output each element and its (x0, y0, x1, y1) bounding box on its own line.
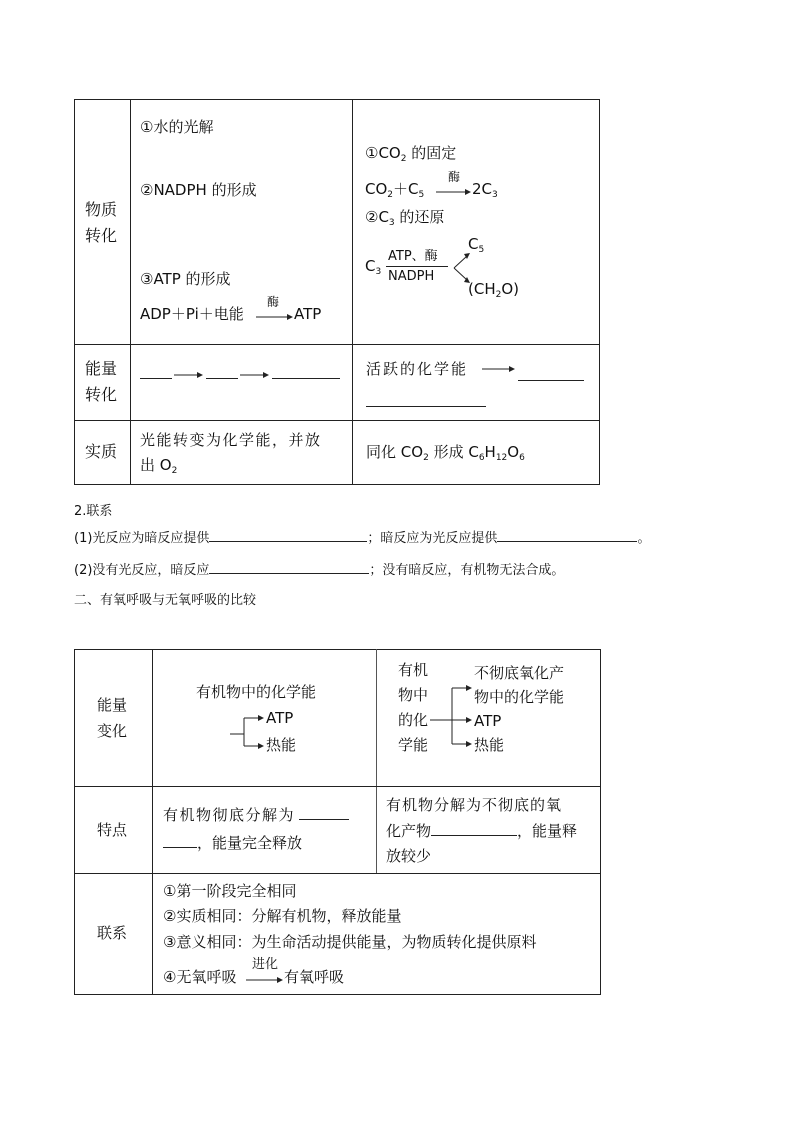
blank-1b (497, 541, 637, 542)
blank-2a (209, 573, 369, 574)
row-header-essence: 实质 (85, 442, 118, 461)
anaerobic-product-1: 不彻底氧化产 (474, 664, 565, 682)
anaerobic-src-1: 有机 (398, 661, 429, 679)
light-eq-right: ATP (294, 305, 322, 323)
dark-eq1-arrow (436, 189, 472, 195)
anaerobic-src-3: 的化 (398, 711, 429, 729)
anaerobic-energy-heat: 热能 (474, 736, 505, 754)
aerobic-energy-heat: 热能 (266, 736, 297, 754)
t2-header-energy-2: 变化 (97, 722, 128, 740)
table1-row-divider-1 (74, 344, 600, 345)
table1-row-divider-2 (74, 420, 600, 421)
dark-essence: 同化 $CO_2$ 形成 $C_6H_{12}O_6$ (366, 443, 525, 463)
anaerobic-feature-line2: 化产物 ，能量释 (386, 822, 578, 840)
dark-eq1-enzyme: 酶 (448, 170, 461, 184)
row-header-material-2: 转化 (85, 226, 118, 245)
anaerobic-feature-blank (431, 835, 517, 836)
aerobic-feature-blank-2 (163, 847, 197, 848)
light-energy-arrow-2 (240, 372, 270, 378)
dark-energy-arrow (482, 366, 516, 372)
light-energy-arrow-1 (174, 372, 204, 378)
dark-eq1: $CO_2+C_5$ (365, 180, 425, 200)
light-energy-blank-3 (272, 378, 340, 379)
aerobic-energy-atp: ATP (266, 709, 294, 727)
light-eq-enzyme: 酶 (267, 295, 280, 309)
anaerobic-src-2: 物中 (398, 686, 429, 704)
link-item-2: ②实质相同：分解有机物，释放能量 (163, 907, 402, 925)
row-header-material-1: 物质 (85, 200, 118, 219)
light-item-water-photolysis: ①水的光解 (140, 118, 214, 136)
aerobic-feature-blank (299, 819, 349, 820)
dark-eq2-under: NADPH (388, 269, 435, 284)
dark-eq1-right: $2C_3$ (472, 180, 498, 200)
anaerobic-feature-line3: 放较少 (386, 847, 432, 865)
fill-line-1: (1)光反应为暗反应提供 ；暗反应为光反应提供 。 (74, 531, 651, 546)
aerobic-feature-line1: 有机物彻底分解为 (163, 808, 349, 823)
light-energy-blank-1 (140, 378, 172, 379)
link-item-4-arrow (246, 977, 284, 983)
t2-header-feature: 特点 (97, 821, 128, 839)
dark-eq2-left: $C_3$ (365, 257, 382, 277)
light-essence-line1: 光能转变为化学能，并放 (140, 431, 322, 449)
aerobic-energy-title: 有机物中的化学能 (196, 683, 317, 701)
t2-header-energy-1: 能量 (97, 696, 128, 714)
dark-item-c3-reduction: $②C_3$ 的还原 (365, 208, 445, 228)
link-item-4-left: ④无氧呼吸 (163, 968, 237, 986)
dark-eq2-bottom: $(CH_2O)$ (468, 280, 520, 300)
link-item-4-evolution: 进化 (252, 957, 279, 972)
section-respiration-title: 二、有氧呼吸与无氧呼吸的比较 (74, 593, 257, 608)
table2-row-divider-2 (74, 873, 601, 874)
light-eq-left: ADP＋Pi＋电能 (140, 305, 244, 323)
blank-1a (209, 541, 367, 542)
dark-eq2-top: $C_5$ (468, 235, 485, 255)
link-item-1: ①第一阶段完全相同 (163, 882, 297, 900)
table2-row-divider-1 (74, 786, 601, 787)
t2-header-link: 联系 (97, 924, 128, 942)
anaerobic-product-2: 物中的化学能 (474, 688, 565, 706)
light-item-nadph: ②NADPH 的形成 (140, 181, 257, 199)
dark-energy-blank-1 (518, 380, 584, 381)
row-header-energy-1: 能量 (85, 359, 118, 378)
dark-energy-text: 活跃的化学能 (366, 360, 469, 378)
light-energy-blank-2 (206, 378, 238, 379)
link-item-4-right: 有氧呼吸 (284, 968, 345, 986)
table1-col-divider-1 (130, 99, 131, 485)
anaerobic-energy-atp: ATP (474, 712, 502, 730)
aerobic-energy-branch (230, 712, 266, 752)
row-header-energy-2: 转化 (85, 385, 118, 404)
fill-line-2: (2)没有光反应，暗反应 ；没有暗反应，有机物无法合成。 (74, 563, 565, 578)
table1-frame (74, 99, 600, 485)
link-item-3: ③意义相同：为生命活动提供能量，为物质转化提供原料 (163, 933, 537, 951)
anaerobic-feature-line1: 有机物分解为不彻底的氧 (386, 796, 563, 814)
section-link-title: 2.联系 (74, 504, 113, 519)
dark-eq2-fraction-line (386, 266, 448, 267)
table2-col-divider-2 (376, 649, 377, 873)
light-eq-arrow (256, 314, 294, 320)
light-item-atp: ③ATP 的形成 (140, 270, 231, 288)
table2-col-divider-1 (152, 649, 153, 995)
dark-item-co2-fixation: $①CO_2$ 的固定 (365, 144, 457, 164)
light-essence-line2: 出 $O_2$ (140, 456, 178, 476)
anaerobic-energy-branch (430, 684, 474, 748)
table1-col-divider-2 (352, 99, 353, 485)
dark-eq2-over: ATP、酶 (388, 249, 438, 264)
anaerobic-src-4: 学能 (398, 736, 429, 754)
dark-energy-blank-2 (366, 406, 486, 407)
aerobic-feature-line2: ，能量完全释放 (163, 836, 302, 851)
